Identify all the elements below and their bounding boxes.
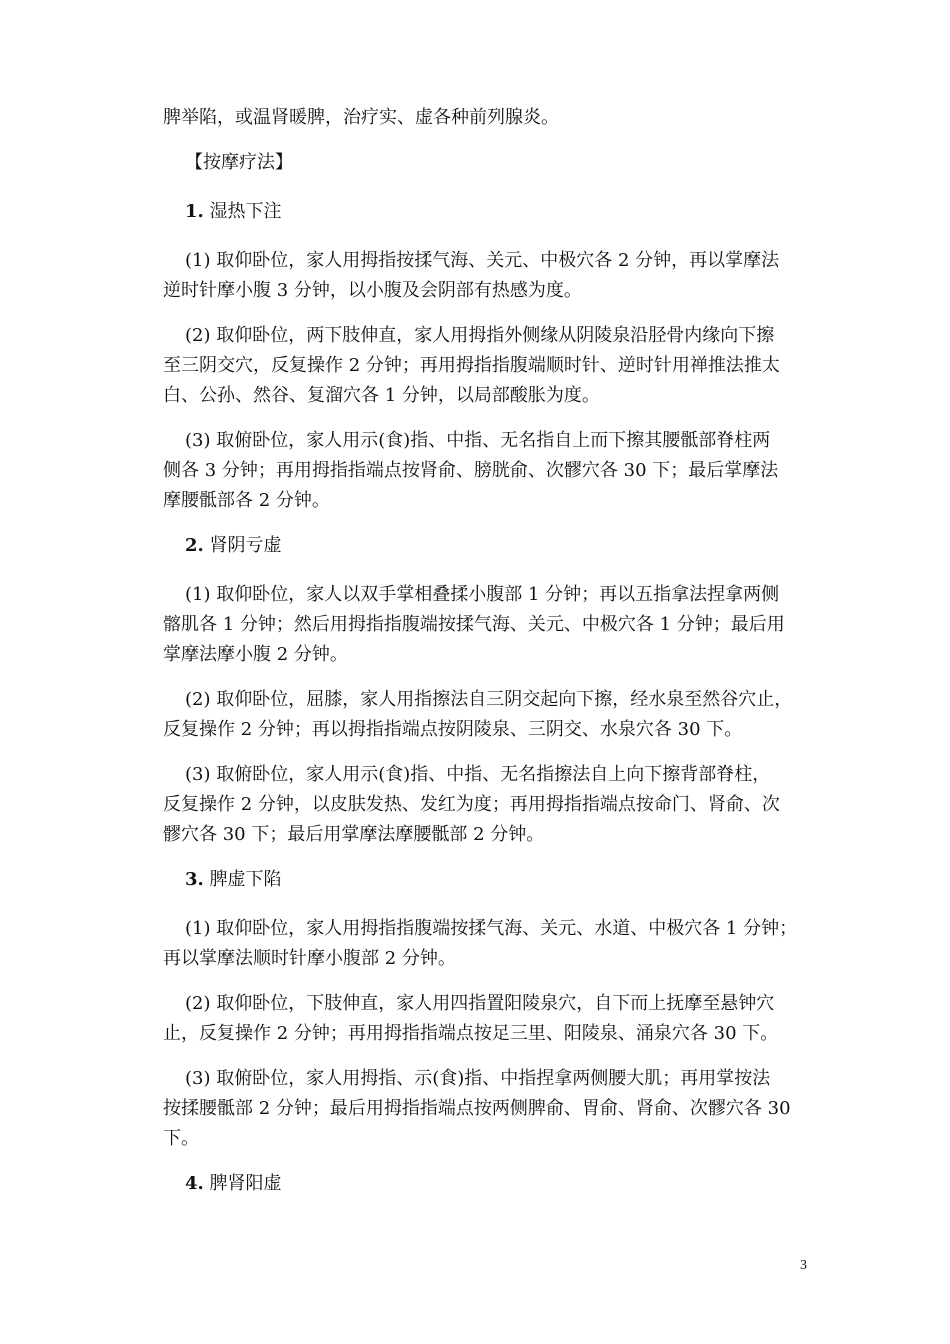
text-line: 摩腰骶部各 2 分钟。 xyxy=(163,490,330,511)
text-line: (3) 取俯卧位，家人用示(食)指、中指、无名指擦法自上向下擦背部脊柱， xyxy=(185,764,771,785)
text-line: 白、公孙、然谷、复溜穴各 1 分钟，以局部酸胀为度。 xyxy=(163,385,600,406)
page-number: 3 xyxy=(800,1258,807,1273)
text-line: 髂肌各 1 分钟；然后用拇指指腹端按揉气海、关元、中极穴各 1 分钟；最后用 xyxy=(163,614,785,635)
subheading-number: 1 xyxy=(185,201,198,222)
text-line: 下。 xyxy=(163,1128,199,1149)
subheading-text: 脾虚下陷 xyxy=(209,869,282,890)
text-line: (1) 取仰卧位，家人用拇指按揉气海、关元、中极穴各 2 分钟，再以掌摩法 xyxy=(185,250,780,271)
subheading-number: 2 xyxy=(185,535,198,556)
subheading-number: 4 xyxy=(185,1173,198,1194)
subheading-text: 湿热下注 xyxy=(209,201,282,222)
paragraph-1-2 xyxy=(163,321,833,411)
subheading-text: 肾阴亏虚 xyxy=(209,535,282,556)
text-line: 掌摩法摩小腹 2 分钟。 xyxy=(163,644,348,665)
text-line: 按揉腰骶部 2 分钟；最后用拇指指端点按两侧脾俞、胃俞、肾俞、次髎穴各 30 xyxy=(163,1098,791,1119)
subheading-3: 3. 脾虚下陷 xyxy=(185,869,282,890)
paragraph-2-3 xyxy=(163,760,833,850)
subheading-1: 1. 湿热下注 xyxy=(185,201,282,222)
paragraph-1-1 xyxy=(163,246,833,306)
text-line: 止，反复操作 2 分钟；再用拇指指端点按足三里、阳陵泉、涌泉穴各 30 下。 xyxy=(163,1023,779,1044)
intro-paragraph xyxy=(163,103,833,133)
subheading-4: 4. 脾肾阳虚 xyxy=(185,1173,282,1194)
text-line: (1) 取仰卧位，家人用拇指指腹端按揉气海、关元、水道、中极穴各 1 分钟； xyxy=(185,918,798,939)
paragraph-2-1 xyxy=(163,580,833,670)
paragraph-2-2 xyxy=(163,685,833,745)
text-line: 反复操作 2 分钟，以皮肤发热、发红为度；再用拇指指端点按命门、肾俞、次 xyxy=(163,794,780,815)
subheading-number: 3 xyxy=(185,869,198,890)
text-line: 脾举陷，或温肾暖脾，治疗实、虚各种前列腺炎。 xyxy=(163,107,559,128)
text-line: (3) 取俯卧位，家人用示(食)指、中指、无名指自上而下擦其腰骶部脊柱两 xyxy=(185,430,771,451)
section-title: 【按摩疗法】 xyxy=(185,152,293,173)
text-line: (3) 取俯卧位，家人用拇指、示(食)指、中指捏拿两侧腰大肌；再用掌按法 xyxy=(185,1068,771,1089)
page-body xyxy=(163,103,833,1218)
text-line: 髎穴各 30 下；最后用掌摩法摩腰骶部 2 分钟。 xyxy=(163,824,545,845)
text-line: (1) 取仰卧位，家人以双手掌相叠揉小腹部 1 分钟；再以五指拿法捏拿两侧 xyxy=(185,584,780,605)
text-line: 反复操作 2 分钟；再以拇指指端点按阴陵泉、三阴交、水泉穴各 30 下。 xyxy=(163,719,743,740)
text-line: (2) 取仰卧位，下肢伸直，家人用四指置阳陵泉穴，自下而上抚摩至悬钟穴 xyxy=(185,993,775,1014)
text-line: (2) 取仰卧位，屈膝，家人用指擦法自三阴交起向下擦，经水泉至然谷穴止， xyxy=(185,689,793,710)
paragraph-3-2 xyxy=(163,989,833,1049)
text-line: 至三阴交穴，反复操作 2 分钟；再用拇指指腹端顺时针、逆时针用禅推法推太 xyxy=(163,355,780,376)
paragraph-1-3 xyxy=(163,426,833,516)
subheading-2: 2. 肾阴亏虚 xyxy=(185,535,282,556)
subheading-text: 脾肾阳虚 xyxy=(209,1173,282,1194)
text-line: (2) 取仰卧位，两下肢伸直，家人用拇指外侧缘从阴陵泉沿胫骨内缘向下擦 xyxy=(185,325,775,346)
text-line: 侧各 3 分钟；再用拇指指端点按肾俞、膀胱俞、次髎穴各 30 下；最后掌摩法 xyxy=(163,460,779,481)
text-line: 逆时针摩小腹 3 分钟，以小腹及会阴部有热感为度。 xyxy=(163,280,582,301)
paragraph-3-1 xyxy=(163,914,833,974)
text-line: 再以掌摩法顺时针摩小腹部 2 分钟。 xyxy=(163,948,456,969)
paragraph-3-3 xyxy=(163,1064,833,1154)
